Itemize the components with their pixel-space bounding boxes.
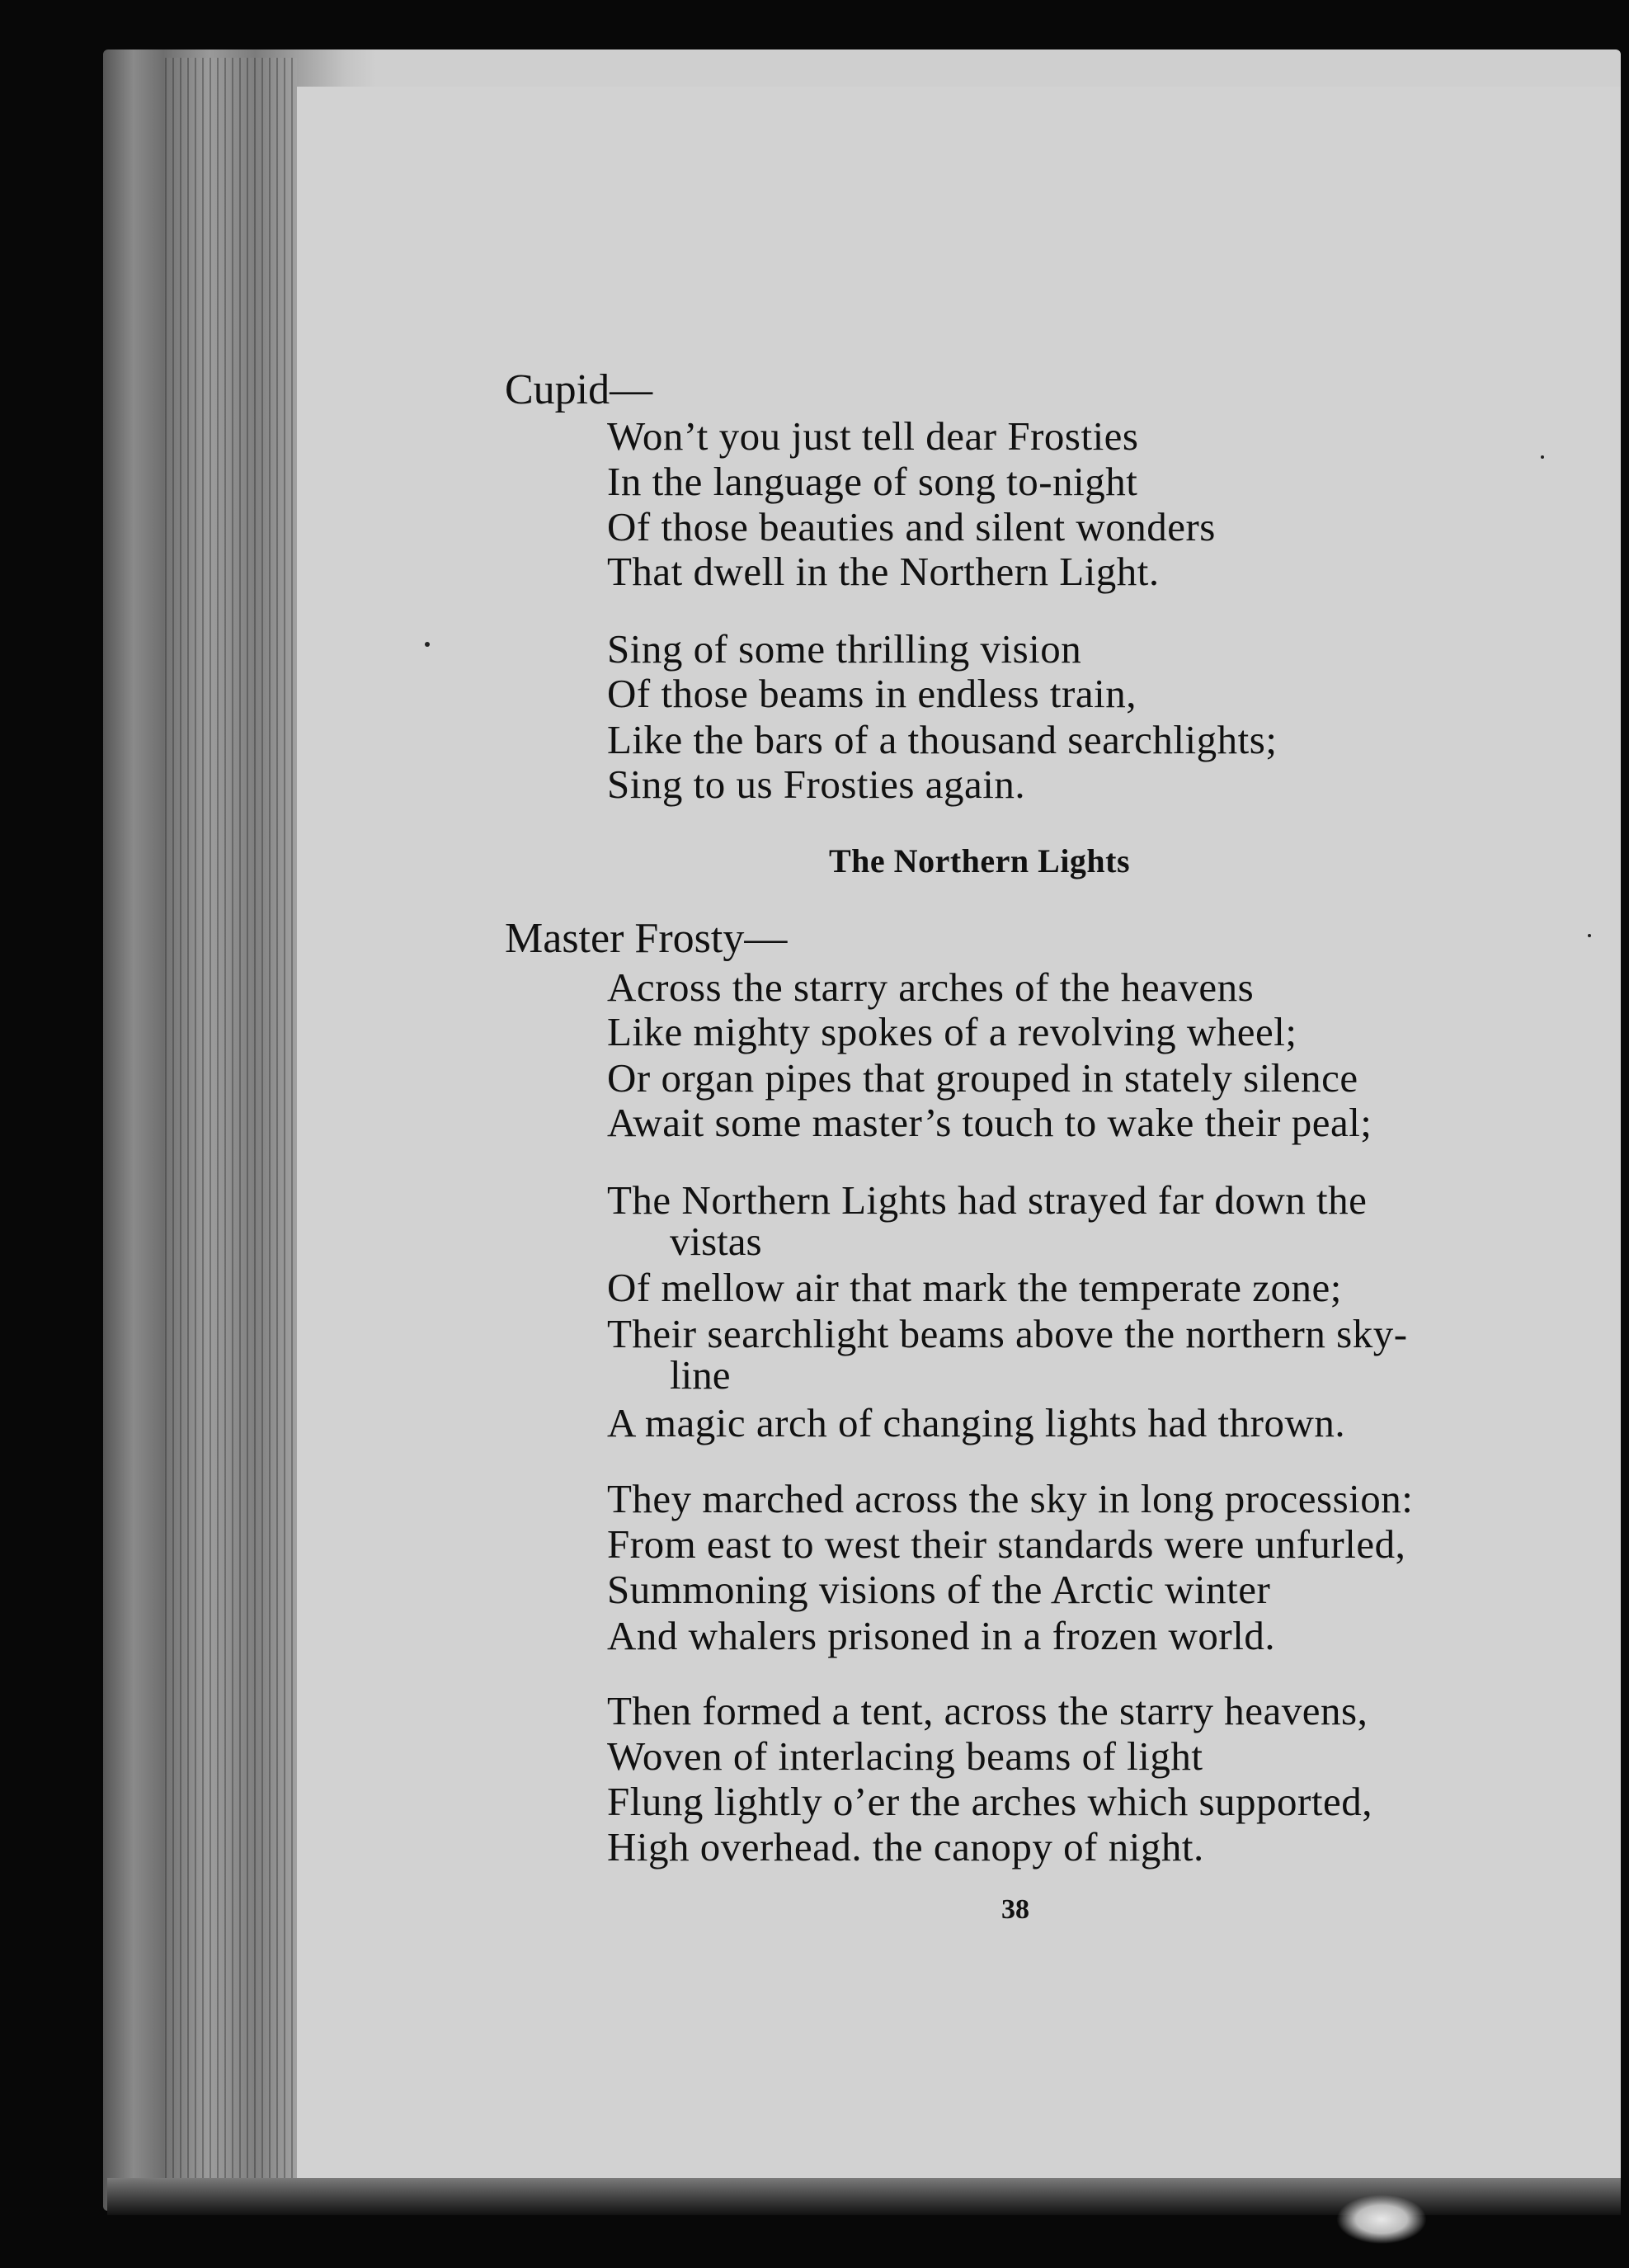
- verse-line: Sing to us Frosties again.: [607, 762, 1026, 807]
- verse-line: Summoning visions of the Arctic winter: [607, 1567, 1271, 1612]
- verse-line: Of mellow air that mark the temperate zone;: [607, 1265, 1342, 1310]
- scan-flaw: [1336, 2195, 1427, 2244]
- verse-line: The Northern Lights had strayed far down the: [607, 1177, 1368, 1223]
- verse-line: Then formed a tent, across the starry heavens,: [607, 1688, 1368, 1733]
- verse-line: Of those beauties and silent wonders: [607, 504, 1216, 549]
- verse-line-continuation: line: [670, 1352, 731, 1398]
- ink-speck: [1588, 934, 1591, 937]
- verse-line-continuation: vistas: [670, 1219, 762, 1264]
- verse-line: Of those beams in endless train,: [607, 671, 1137, 716]
- verse-line: Woven of interlacing beams of light: [607, 1733, 1203, 1779]
- verse-line: In the language of song to-night: [607, 459, 1138, 504]
- verse-line: A magic arch of changing lights had thrown.: [607, 1400, 1346, 1445]
- verse-line: And whalers prisoned in a frozen world.: [607, 1613, 1276, 1658]
- verse-line: That dwell in the Northern Light.: [607, 549, 1160, 594]
- verse-line: Across the starry arches of the heavens: [607, 964, 1255, 1010]
- verse-line: From east to west their standards were unfurled,: [607, 1521, 1406, 1567]
- verse-line: Await some master’s touch to wake their peal;: [607, 1100, 1372, 1145]
- ink-speck: [1541, 455, 1544, 459]
- verse-line: Their searchlight beams above the northern sky-: [607, 1311, 1408, 1356]
- verse-line: High overhead. the canopy of night.: [607, 1824, 1204, 1870]
- speaker-cupid: Cupid—: [505, 366, 653, 413]
- page-number: 38: [1001, 1894, 1029, 1925]
- verse-line: Like mighty spokes of a revolving wheel;: [607, 1009, 1297, 1054]
- poem-title: The Northern Lights: [829, 842, 1131, 879]
- verse-line: Won’t you just tell dear Frosties: [607, 413, 1139, 459]
- verse-line: Sing of some thrilling vision: [607, 626, 1082, 672]
- verse-line: Like the bars of a thousand searchlights;: [607, 717, 1278, 762]
- verse-line: Flung lightly o’er the arches which supported,: [607, 1779, 1372, 1824]
- ink-speck: [425, 642, 430, 647]
- verse-line: Or organ pipes that grouped in stately silence: [607, 1055, 1358, 1101]
- page-stack-lines: [165, 58, 297, 2203]
- verse-line: They marched across the sky in long procession:: [607, 1476, 1414, 1521]
- speaker-master-frosty: Master Frosty—: [505, 915, 788, 962]
